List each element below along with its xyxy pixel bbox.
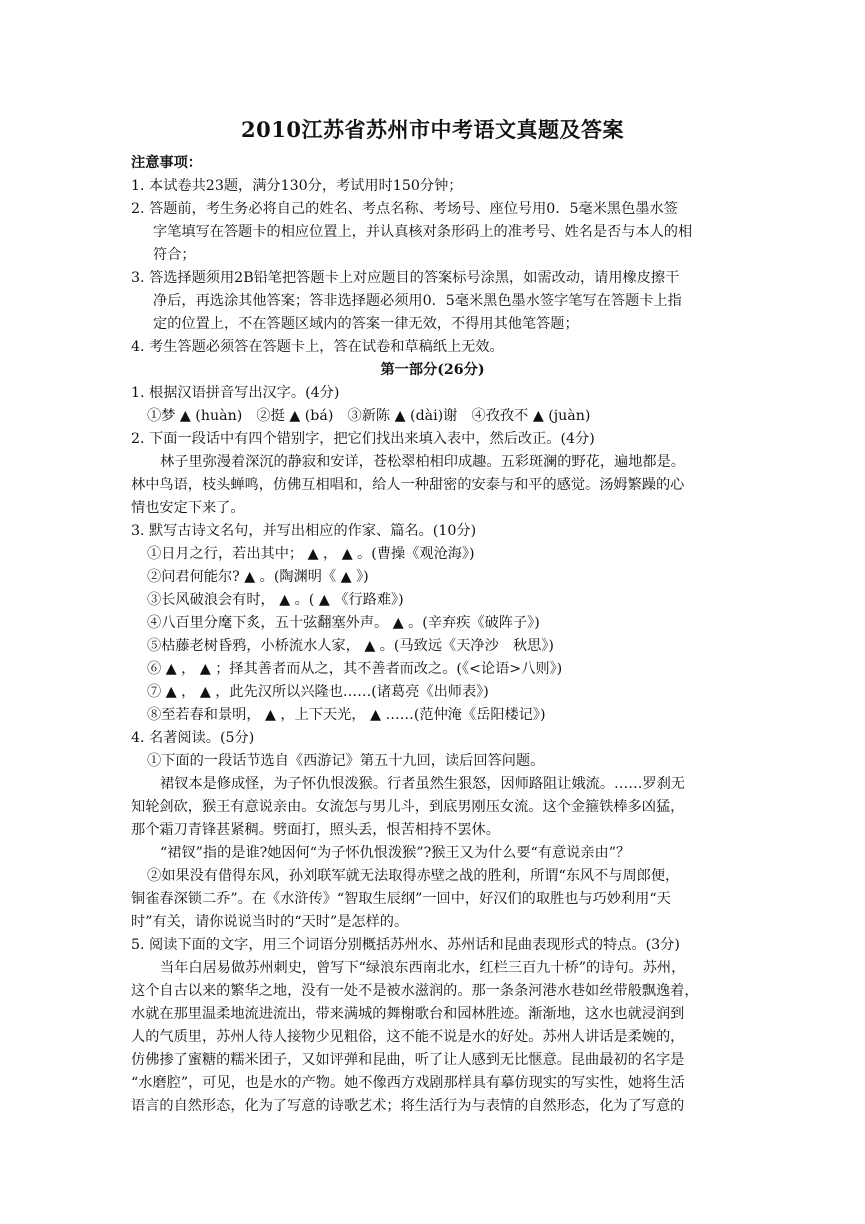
notice-line: 1. 本试卷共23题，满分130分，考试用时150分钟； xyxy=(131,178,463,194)
q4-line: 知轮剑砍，猴王有意说亲由。女流怎与男儿斗，到底男刚压女流。这个金箍铁棒多凶猛， xyxy=(131,799,685,815)
q4-stem: 4. 名著阅读。(5分) xyxy=(131,730,255,746)
q5-line: 仿佛掺了蜜糖的糯米团子，又如评弹和昆曲，听了让人感到无比惬意。昆曲最初的名字是 xyxy=(131,1052,685,1068)
notice-heading: 注意事项： xyxy=(131,155,202,171)
q3-line: ⑥ ▲ ， ▲ ；择其善者而从之，其不善者而改之。(《<论语>八则》) xyxy=(147,661,563,677)
q5-line: 语言的自然形态，化为了写意的诗歌艺术；将生活行为与表情的自然形态，化为了写意的 xyxy=(131,1098,685,1114)
q3-line: ⑤枯藤老树昏鸦，小桥流水人家， ▲ 。(马致远《天净沙 秋思》) xyxy=(147,638,554,654)
q4-line: ②如果没有借得东风，孙刘联军就无法取得赤壁之战的胜利，所谓“东风不与周郎便， xyxy=(147,868,680,884)
q5-stem: 5. 阅读下面的文字，用三个词语分别概括苏州水、苏州话和昆曲表现形式的特点。(3分) xyxy=(131,937,680,953)
notice-line: 净后，再选涂其他答案；答非选择题必须用0．5毫米黑色墨水签字笔写在答题卡上指 xyxy=(153,293,682,309)
notice-line: 字笔填写在答题卡的相应位置上，并认真核对条形码上的准考号、姓名是否与本人的相 xyxy=(153,224,693,240)
section-title: 第一部分(26分) xyxy=(380,362,485,378)
q3-line: ①日月之行，若出其中； ▲ ， ▲ 。(曹操《观沧海》) xyxy=(147,546,475,562)
q1-stem: 1. 根据汉语拼音写出汉字。(4分) xyxy=(131,385,340,401)
q5-line: 水就在那里温柔地流进流出，带来满城的舞榭歌台和园林胜迹。渐渐地，这水也就浸润到 xyxy=(131,1006,685,1022)
document-title: 2010江苏省苏州市中考语文真题及答案 xyxy=(241,117,624,142)
q3-line: ③长风破浪会有时， ▲ 。( ▲ 《行路难》) xyxy=(147,592,404,608)
q4-line: 铜雀春深锁二乔”。在《水浒传》“智取生辰纲”一回中，好汉们的取胜也与巧妙利用“天 xyxy=(131,891,671,907)
q2-line: 林子里弥漫着深沉的静寂和安详，苍松翠柏相印成趣。五彩斑澜的野花，遍地都是。 xyxy=(160,454,685,470)
q5-line: 当年白居易做苏州刺史，曾写下“绿浪东西南北水，红栏三百九十桥”的诗句。苏州， xyxy=(160,960,686,976)
notice-line: 3. 答选择题须用2B铅笔把答题卡上对应题目的答案标号涂黑，如需改动，请用橡皮擦干 xyxy=(131,270,680,286)
q3-line: ④八百里分麾下炙，五十弦翻塞外声。 ▲ 。(辛弃疾《破阵子》) xyxy=(147,615,540,631)
q5-line: 人的气质里，苏州人待人接物少见粗俗，这不能不说是水的好处。苏州人讲话是柔婉的， xyxy=(131,1029,685,1045)
notice-line: 4. 考生答题必须答在答题卡上，答在试卷和草稿纸上无效。 xyxy=(131,339,504,355)
q4-line: ①下面的一段话节选自《西游记》第五十九回，读后回答问题。 xyxy=(147,753,545,769)
q3-line: ②问君何能尔? ▲ 。(陶渊明《 ▲ 》) xyxy=(147,569,369,585)
q5-line: “水磨腔”，可见，也是水的产物。她不像西方戏剧那样具有摹仿现实的写实性，她将生活 xyxy=(131,1075,685,1091)
notice-line: 2. 答题前，考生务必将自己的姓名、考点名称、考场号、座位号用0．5毫米黑色墨水签 xyxy=(131,201,678,217)
q3-line: ⑦ ▲ ， ▲ ，此先汉所以兴隆也……(诸葛亮《出师表》) xyxy=(147,684,489,700)
q4-line: 裙钗本是修成怪，为子怀仇恨泼猴。行者虽然生狠怒，因师路阻让娥流。……罗刹无 xyxy=(160,776,685,792)
q2-line: 情也安定下来了。 xyxy=(131,500,245,516)
notice-line: 符合； xyxy=(153,247,196,263)
q4-line: 那个霜刀青锋甚紧稠。劈面打，照头丢，恨苦相持不罢休。 xyxy=(131,822,500,838)
q3-line: ⑧至若春和景明， ▲ ，上下天光， ▲ ……(范仲淹《岳阳楼记》) xyxy=(147,707,546,723)
q2-stem: 2. 下面一段话中有四个错别字，把它们找出来填入表中，然后改正。(4分) xyxy=(131,431,595,447)
q3-stem: 3. 默写古诗文名句，并写出相应的作家、篇名。(10分) xyxy=(131,523,477,539)
notice-line: 定的位置上，不在答题区域内的答案一律无效，不得用其他笔答题； xyxy=(153,316,579,332)
q1-items: ①梦 ▲ (huàn) ②挺 ▲ (bá) ③新陈 ▲ (dài)谢 ④孜孜不 ▲ (juàn) xyxy=(147,408,591,424)
q4-line: 时”有关，请你说说当时的“天时”是怎样的。 xyxy=(131,914,409,930)
q4-line: “裙钗”指的是谁?她因何“为子怀仇恨泼猴”?猴王又为什么要“有意说亲由”？ xyxy=(160,845,631,861)
q5-line: 这个自古以来的繁华之地，没有一处不是被水滋润的。那一条条河港水巷如丝带般飘逸着， xyxy=(131,983,699,999)
q2-line: 林中鸟语，枝头蝉鸣，仿佛互相唱和，给人一种甜密的安泰与和平的感觉。汤姆繁躁的心 xyxy=(131,477,685,493)
